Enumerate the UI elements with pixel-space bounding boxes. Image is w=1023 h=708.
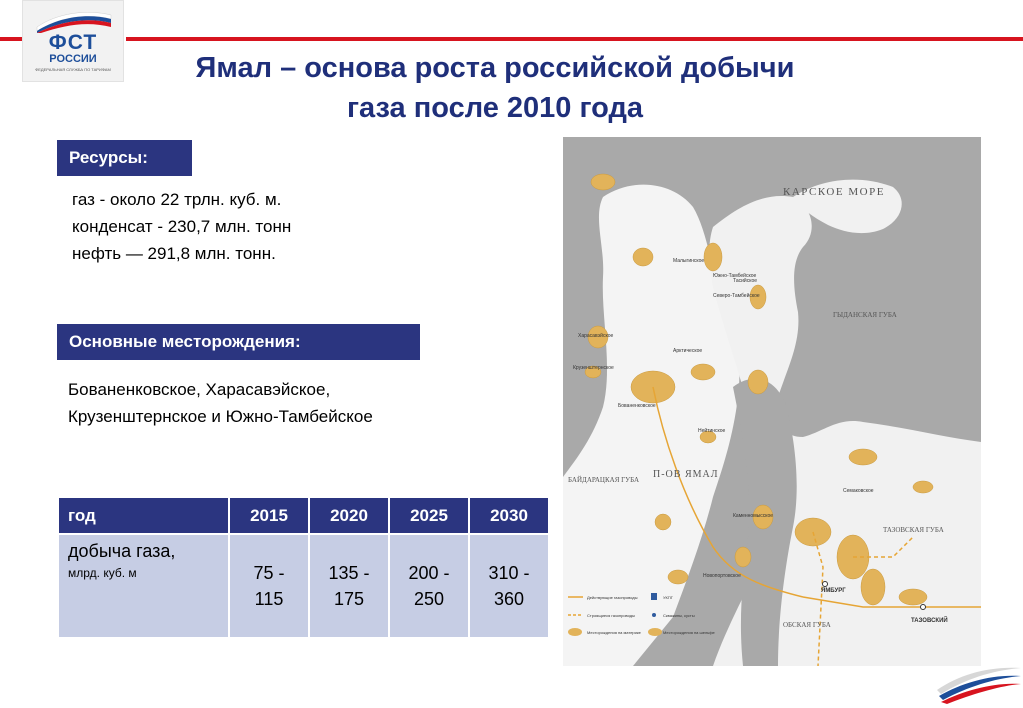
value-2020 (309, 534, 389, 638)
field-area (691, 364, 715, 380)
field-area (849, 449, 877, 465)
row-unit: млрд. куб. м (68, 566, 137, 580)
value-2025-top: 200 - (408, 563, 450, 583)
map-field-label: Новопортовское (703, 573, 741, 579)
title-line-1: Ямал – основа роста российской добычи (195, 52, 795, 84)
map-field-label: Нейтинское (698, 428, 726, 434)
map-sea-label: КАРСКОЕ МОРЕ (783, 186, 885, 198)
map-field-label: Южно-Тамбейское (713, 273, 757, 279)
map-city-label: ТАЗОВСКИЙ (911, 618, 948, 624)
title-line-2: газа после 2010 года (346, 92, 644, 124)
city-marker-icon (921, 605, 926, 610)
yamal-map-graphic (563, 137, 981, 666)
value-2025-bottom: 250 (413, 589, 445, 609)
value-2025 (389, 534, 469, 638)
value-2015-bottom: 115 (254, 589, 284, 609)
row-label: добыча газа, (68, 541, 176, 561)
value-2020-top: 135 - (328, 563, 370, 583)
table-header-row (58, 497, 549, 534)
legend-field-swatch (568, 628, 582, 636)
row-label-cell (58, 534, 229, 638)
table-row (58, 534, 549, 638)
map-bay-baidarats-label: БАЙДАРАЦКАЯ ГУБА (568, 476, 640, 484)
field-area (655, 514, 671, 530)
field-area (913, 481, 933, 493)
map-field-label: Арктическое (673, 348, 703, 354)
value-2020-bottom: 175 (333, 589, 365, 609)
legend-ukpg-swatch (651, 593, 657, 600)
header-2025: 2025 (389, 497, 469, 534)
flag-wave-icon (31, 7, 117, 33)
legend-label: Строящиеся газопроводы (587, 613, 635, 618)
legend-shelf-swatch (648, 628, 662, 636)
header-red-line (126, 37, 1023, 41)
field-area (735, 547, 751, 567)
map-field-label: Харасавэйское (578, 333, 614, 339)
value-2030 (469, 534, 549, 638)
map-city-label: ЯМБУРГ (821, 588, 846, 594)
logo-tiny-text: ФЕДЕРАЛЬНАЯ СЛУЖБА ПО ТАРИФАМ (35, 67, 111, 72)
resource-oil: нефть — 291,8 млн. тонн. (72, 244, 276, 263)
map-peninsula-label: П-ОВ ЯМАЛ (653, 469, 719, 480)
field-area (591, 174, 615, 190)
fields-line-2: Крузенштернское и Южно-Тамбейское (68, 407, 373, 426)
legend-label: Месторождения на материке (587, 630, 641, 635)
page-title (190, 48, 800, 128)
logo-main-text: ФСТ (48, 31, 98, 54)
map-field-label: Крузенштернское (573, 365, 614, 371)
map-field-label: Тасийское (733, 278, 758, 284)
header-red-line-left (0, 37, 22, 41)
resource-condensate: конденсат - 230,7 млн. тонн (72, 217, 292, 236)
yamal-map (563, 137, 981, 666)
fields-label: Основные месторождения: (57, 324, 420, 360)
legend-label: Скважины, кусты (663, 613, 695, 618)
value-2030-top: 310 - (488, 563, 530, 583)
field-area (748, 370, 768, 394)
header-2030: 2030 (469, 497, 549, 534)
map-bay-ob-label: ОБСКАЯ ГУБА (783, 621, 831, 629)
field-area (668, 570, 688, 584)
map-field-label: Северо-Тамбейское (713, 293, 760, 299)
map-field-label: Малыгинское (673, 258, 705, 264)
value-2015 (229, 534, 309, 638)
city-marker-icon (823, 582, 828, 587)
map-bay-taz-label: ТАЗОВСКАЯ ГУБА (883, 526, 944, 534)
map-field-label: Бованенковское (618, 403, 656, 409)
logo-sub-text: РОССИИ (49, 53, 97, 65)
resources-list (72, 186, 291, 267)
swoosh-icon (935, 648, 1023, 704)
map-field-label: Каменномысское (733, 513, 774, 519)
legend-label: Действующие газопроводы (587, 595, 638, 600)
header-2015: 2015 (229, 497, 309, 534)
fields-line-1: Бованенковское, Харасавэйское, (68, 380, 331, 399)
legend-label: Месторождения на шельфе (663, 630, 715, 635)
value-2030-bottom: 360 (493, 589, 525, 609)
map-bay-gydan-label: ГЫДАНСКАЯ ГУБА (833, 311, 897, 319)
legend-label: УКПГ (663, 595, 673, 600)
fields-list (68, 376, 373, 430)
field-area (704, 243, 722, 271)
production-table (57, 496, 550, 639)
value-2015-top: 75 - (253, 563, 285, 583)
header-2020: 2020 (309, 497, 389, 534)
map-field-label: Семаковское (843, 488, 874, 494)
fst-logo (22, 0, 124, 82)
legend-well-swatch (652, 613, 656, 617)
header-year: год (58, 497, 229, 534)
field-area (633, 248, 653, 266)
field-area (899, 589, 927, 605)
field-area (861, 569, 885, 605)
resource-gas: газ - около 22 трлн. куб. м. (72, 190, 282, 209)
resources-label: Ресурсы: (57, 140, 192, 176)
